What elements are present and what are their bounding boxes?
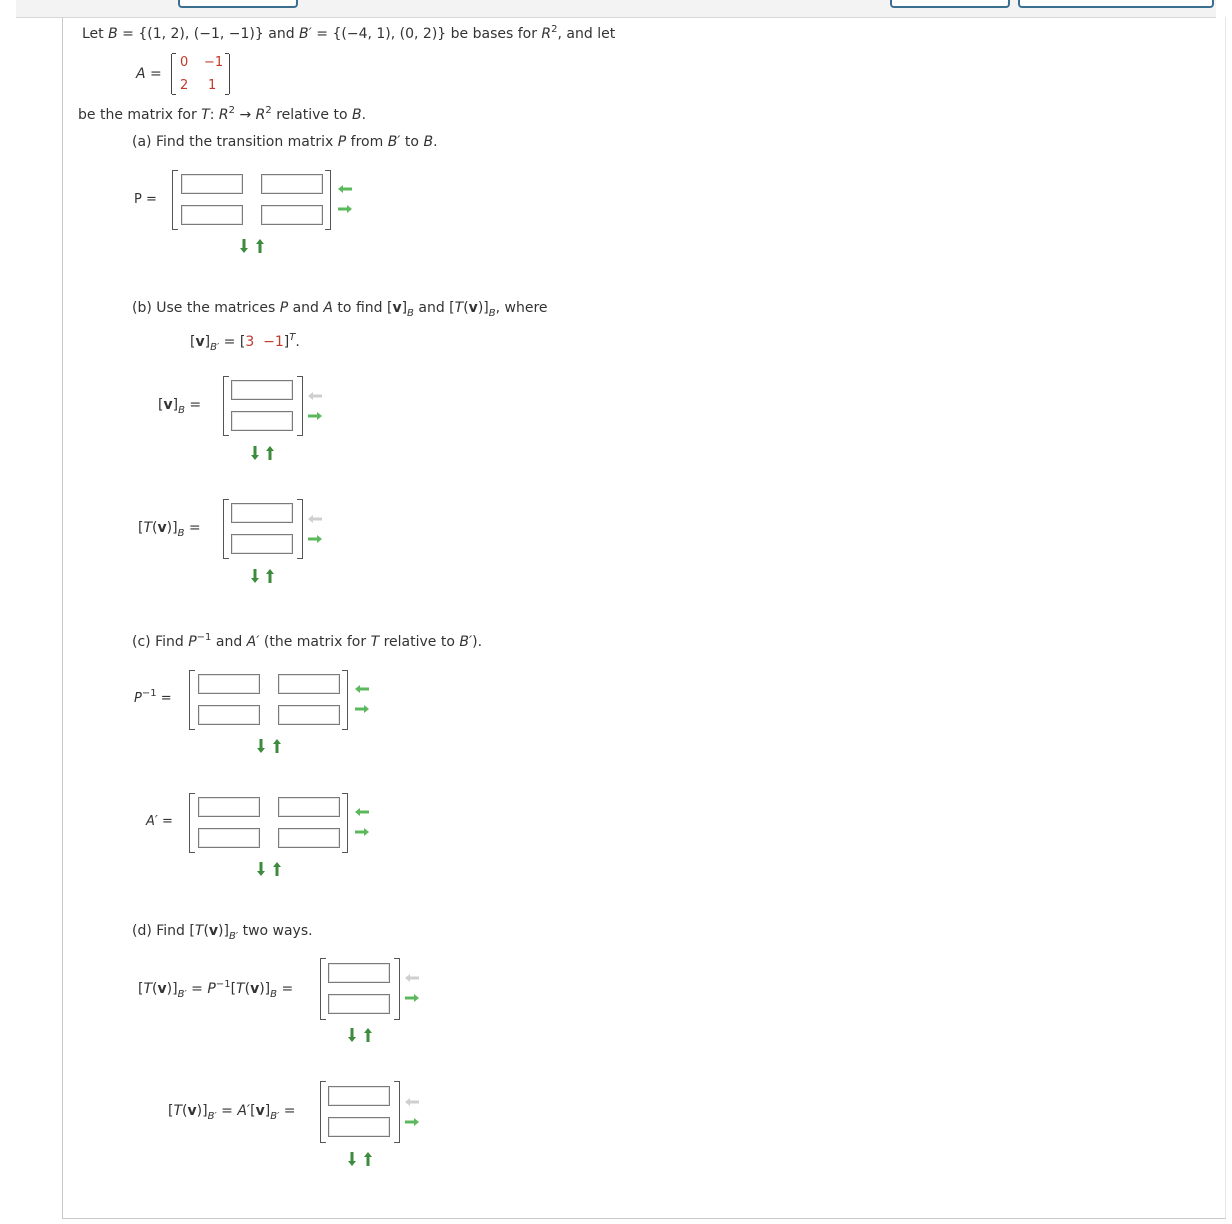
d1-r2-input[interactable] (328, 994, 390, 1014)
sub-Bprime: B′ (210, 342, 220, 353)
v-val-2: −1 (263, 334, 284, 350)
TvB-r2-input[interactable] (231, 534, 293, 554)
vB-r2-input[interactable] (231, 411, 293, 431)
A-r2c1: 2 (180, 78, 189, 93)
A-r1c2: −1 (204, 55, 224, 70)
A-letter: A (136, 66, 146, 82)
Aprime-label (146, 814, 173, 829)
sub-Bp-d1: B′ (177, 989, 187, 1000)
T-letter-c: T (370, 634, 380, 650)
v-d2: v (187, 1103, 197, 1119)
T-letter: T (201, 107, 210, 123)
TvB-equals: = (184, 520, 201, 536)
Pinv-equals: = (156, 691, 172, 706)
vB-add-row-arrow-icon[interactable] (251, 446, 259, 460)
matrix-A (171, 54, 230, 94)
T-letter-b: T (454, 300, 464, 316)
matrix-P-bracket (172, 170, 331, 230)
Aprime-letter: A′ (246, 634, 260, 650)
transpose-T: T (289, 332, 296, 343)
sup-2a: 2 (228, 105, 236, 116)
d2-r1-input[interactable] (328, 1086, 390, 1106)
part-d-prompt: (d) Find $[T(v)]_{B'}$ two ways. (132, 923, 313, 942)
TvB-add-column-arrow-icon[interactable] (308, 535, 322, 543)
TvB-add-row-arrow-icon[interactable] (251, 569, 259, 583)
sub-Bp-d2: B′ (207, 1111, 217, 1122)
TvB-r1-input[interactable] (231, 503, 293, 523)
part-d-text: (d) Find (132, 923, 190, 939)
superscript-2: 2 (551, 24, 558, 35)
Bprime-letter: B′ (387, 134, 401, 150)
v-d2b: v (255, 1103, 265, 1119)
text-be-matrix: be the matrix for (78, 107, 202, 123)
eq1-mid: = (186, 981, 208, 997)
T-letter-label: T (143, 520, 153, 536)
top-tab-right-1[interactable] (890, 0, 1010, 8)
d2-add-column-arrow-icon[interactable] (405, 1118, 419, 1126)
sub-B-2: B (488, 308, 496, 319)
d1-add-row-arrow-icon[interactable] (348, 1028, 356, 1042)
P-letter-b: P (279, 300, 289, 316)
d-eq2-label: $[T(v)]_{B'} = A'[v]_{B'}$ = (168, 1103, 296, 1122)
eq2-end: = (279, 1103, 296, 1119)
vB-label: $[v]_B$ = (158, 397, 202, 416)
problem-statement (82, 26, 615, 42)
Aprime-remove-row-arrow-icon[interactable] (273, 862, 281, 876)
space-R: R (541, 26, 552, 42)
maps-to: → (235, 107, 256, 123)
d-eq1-label: $[T(v)]_{B'} = P^{-1}[T(v)]_B$ = (138, 979, 294, 1000)
period: . (361, 107, 367, 123)
sub-Bprime-d: B′ (228, 931, 239, 942)
A-equals: = (145, 66, 162, 82)
sup-2b: 2 (265, 105, 272, 116)
TvB-bracket (223, 499, 303, 559)
sub-B-label-2: B (177, 528, 185, 539)
T-d1: T (143, 981, 153, 997)
part-a-text: (a) Find the transition matrix (132, 134, 338, 150)
Pinv-add-column-arrow-icon[interactable] (355, 705, 369, 713)
matrix-description (78, 107, 366, 123)
Aprime-bracket (189, 793, 348, 853)
v-d1: v (157, 981, 167, 997)
d1-remove-column-arrow-icon (405, 974, 419, 982)
inv-d1: −1 (215, 979, 231, 990)
Aprime-letter-label: A′ (146, 814, 158, 829)
inv-sup-label: −1 (141, 688, 157, 699)
P-remove-column-arrow-icon[interactable] (338, 185, 352, 193)
vB-equals: = (184, 397, 202, 413)
text-and-c: and (211, 634, 247, 650)
d2-add-row-arrow-icon[interactable] (348, 1152, 356, 1166)
colon: : (209, 107, 219, 123)
T-d1b: T (236, 981, 245, 997)
A-r1c1: 0 (180, 55, 189, 70)
text-relative: relative to (271, 107, 352, 123)
d1-r1-input[interactable] (328, 963, 390, 983)
Aprime-d2: A′ (237, 1103, 251, 1119)
R-letter-2: R (255, 107, 266, 123)
eq1-end: = (277, 981, 294, 997)
Pinv-bracket (189, 670, 348, 730)
Aprime-remove-column-arrow-icon[interactable] (355, 808, 369, 816)
v-d1b: v (250, 981, 260, 997)
text-end: ). (472, 634, 483, 650)
Aprime-r1c2-input[interactable] (278, 797, 340, 817)
sub-B-label: B (178, 405, 185, 416)
d2-bracket (320, 1081, 400, 1143)
text-let: Let (82, 26, 109, 42)
top-tab-left[interactable] (178, 0, 298, 8)
TvB-remove-row-arrow-icon[interactable] (266, 569, 274, 583)
v-bold-label: v (163, 397, 173, 413)
Pinv-r1c2-input[interactable] (278, 674, 340, 694)
Pinv-r1c1-input[interactable] (198, 674, 260, 694)
P-add-column-arrow-icon[interactable] (338, 205, 352, 213)
top-tab-right-2[interactable] (1018, 0, 1214, 8)
part-b-prompt: (b) Use the matrices P and A to find $[v]_B$ and $[T(v)]_B$, where (132, 300, 548, 319)
d1-bracket (320, 958, 400, 1020)
d2-r2-input[interactable] (328, 1117, 390, 1137)
Pinv-r2c2-input[interactable] (278, 705, 340, 725)
TvB-remove-column-arrow-icon (308, 515, 322, 523)
P-d1: P (207, 981, 216, 997)
part-c-prompt (132, 634, 482, 650)
v-bold: v (392, 300, 402, 316)
A-letter-b: A (323, 300, 333, 316)
text-paren: (the matrix for (259, 634, 371, 650)
vB-r1-input[interactable] (231, 380, 293, 400)
text-where: , where (495, 300, 548, 316)
basis-B: B (108, 26, 118, 42)
part-a-prompt (132, 134, 438, 150)
Pinv-add-row-arrow-icon[interactable] (257, 739, 265, 753)
period-given: . (295, 334, 300, 350)
Aprime-r1c1-input[interactable] (198, 797, 260, 817)
Aprime-add-row-arrow-icon[interactable] (257, 862, 265, 876)
inverse-sup: −1 (196, 632, 212, 643)
text-to-find: to find (332, 300, 387, 316)
T-letter-d: T (194, 923, 204, 939)
basis-Bprime: B′ (299, 26, 312, 42)
B-letter: B (351, 107, 362, 123)
P-r1c2-input[interactable] (261, 174, 323, 194)
Pinv-r2c1-input[interactable] (198, 705, 260, 725)
P-equals: P = (134, 192, 157, 207)
Pinv-remove-column-arrow-icon[interactable] (355, 685, 369, 693)
basis-B-values: = {(1, 2), (−1, −1)} and (117, 26, 300, 42)
v-bold-d: v (208, 923, 219, 939)
v-bold-label-2: v (157, 520, 167, 536)
text-and-2: and (413, 300, 450, 316)
TvB-label: $[T(v)]_B$ = (138, 520, 201, 539)
vB-remove-column-arrow-icon (308, 392, 322, 400)
A-r2c2: 1 (208, 78, 217, 93)
text-and: and (288, 300, 324, 316)
Aprime-r2c1-input[interactable] (198, 828, 260, 848)
v-bold-given: v (195, 334, 205, 350)
d1-remove-row-arrow-icon[interactable] (364, 1028, 372, 1042)
d2-remove-row-arrow-icon[interactable] (364, 1152, 372, 1166)
Bprime-letter-c: B′ (459, 634, 473, 650)
vB-remove-row-arrow-icon[interactable] (266, 446, 274, 460)
Pinv-label (134, 688, 172, 706)
Aprime-add-column-arrow-icon[interactable] (355, 828, 369, 836)
basis-Bprime-values: = {(−4, 1), (0, 2)} be bases for (311, 26, 542, 42)
vB-add-column-arrow-icon[interactable] (308, 412, 322, 420)
P-label (134, 192, 157, 207)
d1-add-column-arrow-icon[interactable] (405, 994, 419, 1002)
text-from: from (346, 134, 388, 150)
eq2-mid: = (216, 1103, 238, 1119)
T-d2: T (173, 1103, 183, 1119)
text-two-ways: two ways. (238, 923, 313, 939)
B-letter-a: B (423, 134, 434, 150)
v-val-1: 3 (245, 334, 255, 350)
vB-bracket (223, 376, 303, 436)
text-rel: relative to (379, 634, 460, 650)
P-add-row-arrow-icon[interactable] (240, 239, 248, 253)
part-b-text: (b) Use the matrices (132, 300, 280, 316)
Pinv-remove-row-arrow-icon[interactable] (273, 739, 281, 753)
matrix-A-label (136, 66, 162, 82)
v-bold-2: v (468, 300, 478, 316)
period-a: . (433, 134, 438, 150)
P-letter-c: P (188, 634, 197, 650)
top-bar (16, 0, 1216, 18)
P-r2c1-input[interactable] (181, 205, 243, 225)
P-r2c2-input[interactable] (261, 205, 323, 225)
given-eq: = [ (219, 334, 246, 350)
text-and-let: , and let (557, 26, 616, 42)
text-to: to (400, 134, 424, 150)
Aprime-equals: = (157, 814, 173, 829)
P-letter-inv: P (134, 691, 142, 706)
part-c-text: (c) Find (132, 634, 189, 650)
sub-Bp-d2b: B′ (270, 1111, 280, 1122)
R-letter: R (218, 107, 229, 123)
P-letter: P (337, 134, 347, 150)
Aprime-r2c2-input[interactable] (278, 828, 340, 848)
d2-remove-column-arrow-icon (405, 1098, 419, 1106)
P-r1c1-input[interactable] (181, 174, 243, 194)
sub-B: B (407, 308, 414, 319)
P-remove-row-arrow-icon[interactable] (256, 239, 264, 253)
v-Bprime-given: $[v]_{B'} = [3 -1]^T$. (190, 332, 300, 353)
sub-B-d1: B (270, 989, 278, 1000)
